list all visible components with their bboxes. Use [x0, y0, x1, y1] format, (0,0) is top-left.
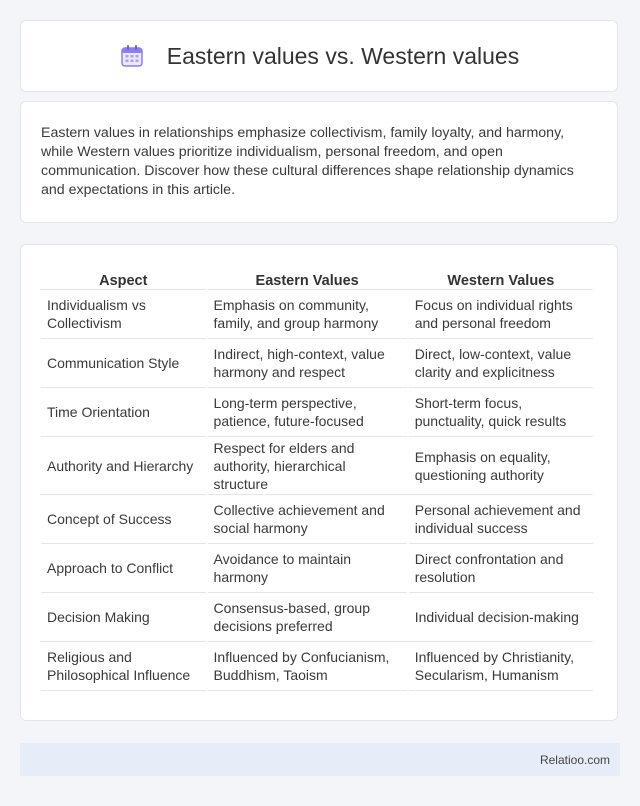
intro-text: Eastern values in relationships emphasize collectivism, family loyalty, and harmony, while Western values prioritize individualism, personal freedom, and open communication. Discover how these cultural differences shape relationship dynamics and expectations in this article.	[41, 125, 574, 198]
table-row	[41, 593, 593, 642]
western-cell: Influenced by Christianity, Secularism, Humanism	[409, 642, 593, 691]
western-cell: Emphasis on equality, questioning authority	[409, 437, 593, 495]
footer	[20, 743, 620, 776]
aspect-cell: Individualism vs Collectivism	[41, 290, 206, 339]
column-header-western: Western Values	[409, 265, 593, 290]
table-row	[41, 437, 593, 495]
title-card	[20, 20, 618, 92]
western-cell: Personal achievement and individual success	[409, 495, 593, 544]
column-header-aspect: Aspect	[41, 265, 206, 290]
western-cell: Focus on individual rights and personal freedom	[409, 290, 593, 339]
western-cell: Short-term focus, punctuality, quick results	[409, 388, 593, 437]
eastern-cell: Emphasis on community, family, and group harmony	[208, 290, 407, 339]
table-row	[41, 290, 593, 339]
aspect-cell: Religious and Philosophical Influence	[41, 642, 206, 691]
eastern-cell: Long-term perspective, patience, future-focused	[208, 388, 407, 437]
table-card	[20, 244, 618, 721]
table-row	[41, 642, 593, 691]
aspect-cell: Decision Making	[41, 593, 206, 642]
aspect-cell: Approach to Conflict	[41, 544, 206, 593]
table-row	[41, 495, 593, 544]
table-row	[41, 339, 593, 388]
eastern-cell: Influenced by Confucianism, Buddhism, Taoism	[208, 642, 407, 691]
eastern-cell: Collective achievement and social harmony	[208, 495, 407, 544]
western-cell: Direct confrontation and resolution	[409, 544, 593, 593]
comparison-table	[39, 265, 595, 691]
table-row	[41, 544, 593, 593]
aspect-cell: Authority and Hierarchy	[41, 437, 206, 495]
aspect-cell: Concept of Success	[41, 495, 206, 544]
western-cell: Individual decision-making	[409, 593, 593, 642]
western-cell: Direct, low-context, value clarity and explicitness	[409, 339, 593, 388]
eastern-cell: Respect for elders and authority, hierarchical structure	[208, 437, 407, 495]
eastern-cell: Avoidance to maintain harmony	[208, 544, 407, 593]
intro-card	[20, 101, 618, 223]
aspect-cell: Communication Style	[41, 339, 206, 388]
aspect-cell: Time Orientation	[41, 388, 206, 437]
eastern-cell: Indirect, high-context, value harmony and respect	[208, 339, 407, 388]
calendar-icon	[119, 43, 145, 69]
column-header-eastern: Eastern Values	[208, 265, 407, 290]
table-row	[41, 388, 593, 437]
page-title-text: Eastern values vs. Western values	[166, 42, 520, 69]
page-title	[119, 43, 519, 70]
eastern-cell: Consensus-based, group decisions preferred	[208, 593, 407, 642]
footer-brand: Relatioo.com	[539, 752, 610, 767]
table-header-row	[41, 265, 593, 290]
